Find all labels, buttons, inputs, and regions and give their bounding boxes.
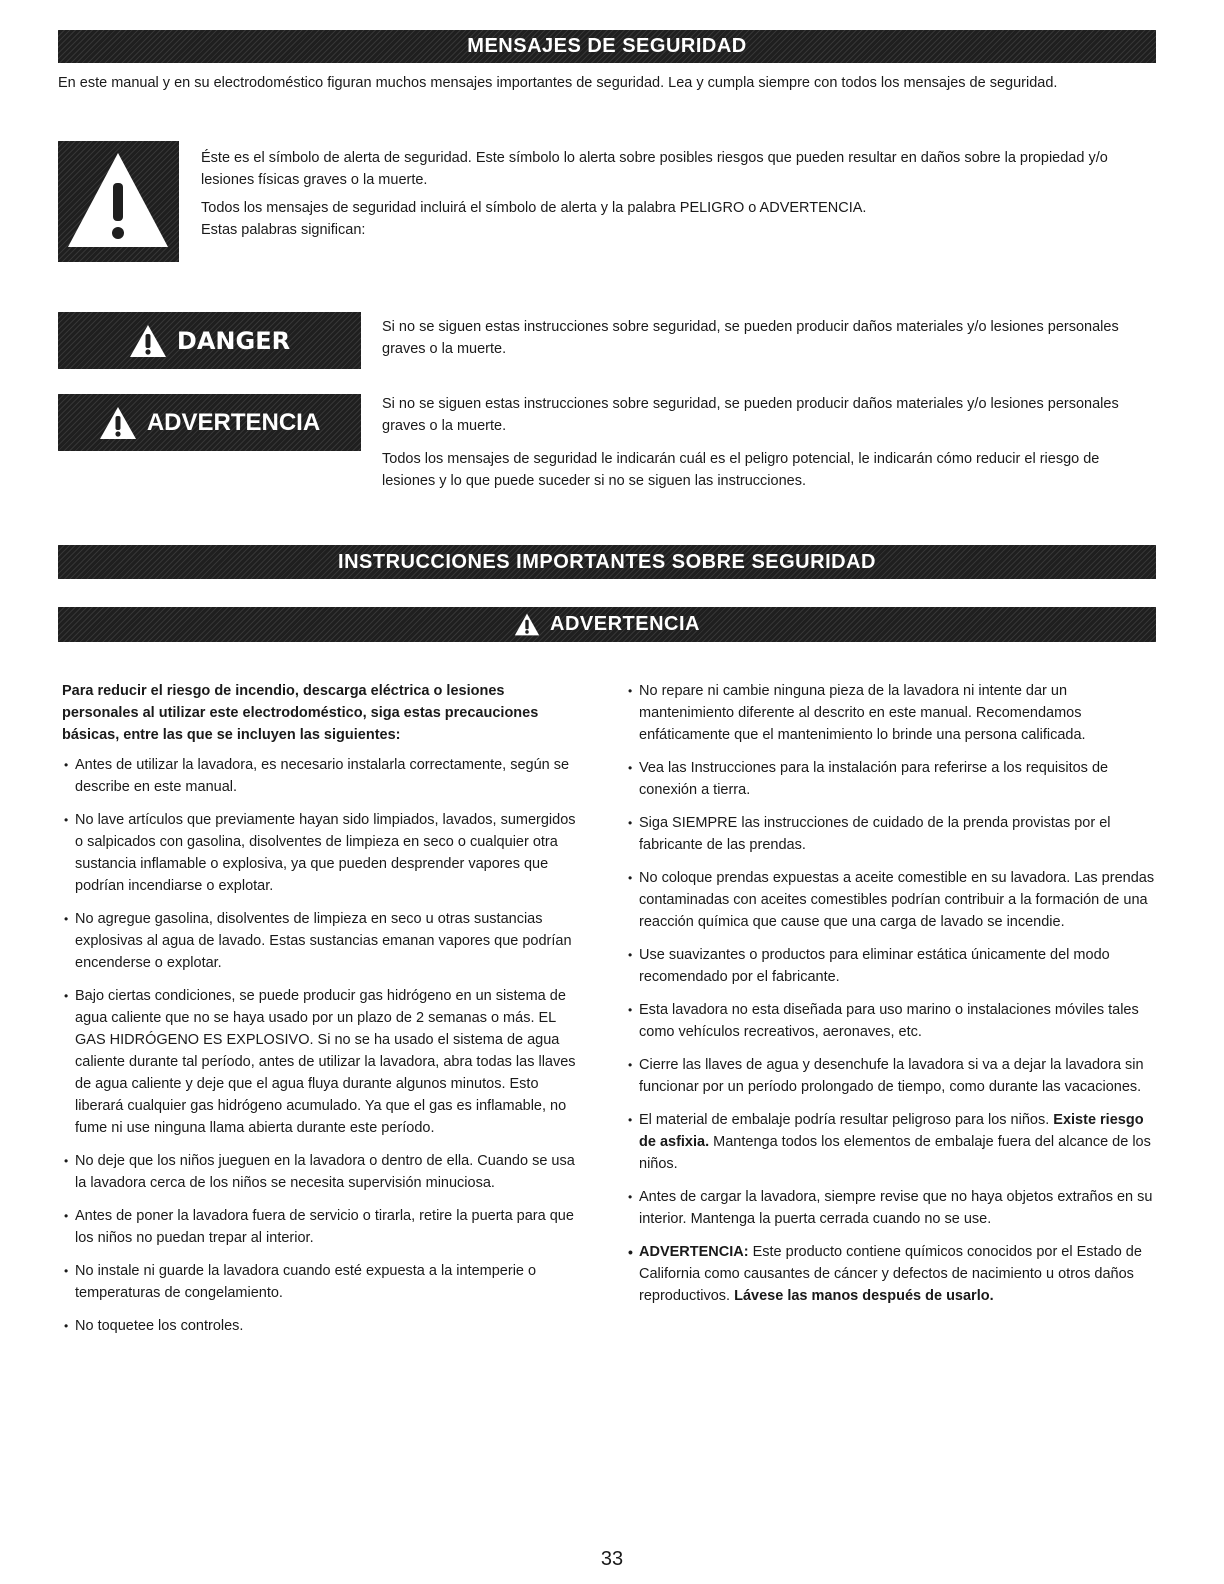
warning-bar-label: ADVERTENCIA	[550, 613, 700, 635]
page-number: 33	[600, 1548, 624, 1570]
warning-triangle-icon	[514, 613, 540, 636]
alert-paragraph-3: Estas palabras significan:	[201, 222, 366, 238]
alert-symbol-description	[201, 147, 1131, 247]
list-item: • Use suavizantes o productos para eliminar estática únicamente del modo recomendado por el fabricante.	[626, 944, 1156, 988]
all-messages-description: Todos los mensajes de seguridad le indicarán cuál es el peligro potencial, le indicarán cómo reducir el riesgo de lesiones y lo que puede suceder si no se siguen las instrucciones.	[382, 451, 1100, 489]
list-item: • No repare ni cambie ninguna pieza de la lavadora ni intente dar un mantenimiento diferente al descrito en este manual. Recomendamos enfáticamente que el mantenimiento lo brinde una persona calificada.	[626, 680, 1156, 746]
alert-paragraph-2: Todos los mensajes de seguridad incluirá el símbolo de alerta y la palabra PELIGRO o ADVERTENCIA.	[201, 200, 867, 216]
warning-bar	[58, 607, 1156, 642]
section-header-mensajes	[58, 30, 1156, 63]
list-item: • Cierre las llaves de agua y desenchufe la lavadora si va a dejar la lavadora sin funcionar por un período prolongado de tiempo, como durante las vacaciones.	[626, 1054, 1156, 1098]
warning-triangle-icon	[129, 324, 167, 358]
section-header-instrucciones	[58, 545, 1156, 579]
warning-triangle-icon	[64, 149, 172, 253]
prop65-warning-item	[626, 1241, 1156, 1307]
lead-text: Para reducir el riesgo de incendio, descarga eléctrica o lesiones personales al utilizar este electrodoméstico, siga estas precauciones básicas, entre las que se incluyen las siguientes:	[62, 683, 539, 743]
warning-description: Si no se siguen estas instrucciones sobre seguridad, se pueden producir daños materiales y/o lesiones personales graves o la muerte.	[382, 396, 1119, 434]
prop65-label: ADVERTENCIA:	[639, 1244, 749, 1260]
list-item: • Antes de cargar la lavadora, siempre revise que no haya objetos extraños en su interior. Mantenga la puerta cerrada cuando no se use.	[626, 1186, 1156, 1230]
list-item: • Antes de utilizar la lavadora, es necesario instalarla correctamente, según se describe en este manual.	[62, 754, 582, 798]
left-column	[62, 680, 582, 1348]
section-title: MENSAJES DE SEGURIDAD	[467, 35, 747, 57]
right-column	[626, 680, 1156, 1318]
list-item: • No toquetee los controles.	[62, 1315, 582, 1337]
warning-triangle-icon	[99, 406, 137, 440]
wash-hands-text: Lávese las manos después de usarlo.	[734, 1288, 994, 1304]
safety-alert-symbol	[58, 141, 179, 262]
alert-paragraph-1: Éste es el símbolo de alerta de seguridad. Este símbolo lo alerta sobre posibles riesgos que pueden resultar en daños sobre la propiedad y/o lesiones físicas graves o la muerte.	[201, 150, 1108, 188]
list-item: • No coloque prendas expuestas a aceite comestible en su lavadora. Las prendas contaminadas con aceites comestibles podrían contribuir a la formación de una reacción química que cause que una carga de lavado se incendie.	[626, 867, 1156, 933]
list-item: • No instale ni guarde la lavadora cuando esté expuesta a la intemperie o temperaturas de congelamiento.	[62, 1260, 582, 1304]
list-item: • No lave artículos que previamente hayan sido limpiados, lavados, sumergidos o salpicados con gasolina, disolventes de limpieza en seco o cualquier otra sustancia inflamable o explosiva, ya que pueden desprender vapores que podrían incendiarse o explotar.	[62, 809, 582, 897]
intro-text: En este manual y en su electrodoméstico figuran muchos mensajes importantes de seguridad. Lea y cumpla siempre con todos los mensajes de seguridad.	[58, 75, 1058, 91]
packaging-warning-item	[626, 1109, 1156, 1175]
section-title: INSTRUCCIONES IMPORTANTES SOBRE SEGURIDAD	[338, 550, 876, 573]
warning-signal-label	[58, 394, 361, 451]
packaging-text: El material de embalaje podría resultar peligroso para los niños.	[639, 1112, 1050, 1128]
suffocation-risk-text: Existe riesgo de asfixia.	[639, 1112, 1144, 1150]
warning-label: ADVERTENCIA	[146, 408, 321, 436]
list-item: • Vea las Instrucciones para la instalación para referirse a los requisitos de conexión a tierra.	[626, 757, 1156, 801]
packaging-text-cont: Mantenga todos los elementos de embalaje fuera del alcance de los niños.	[639, 1134, 1151, 1172]
list-item: • No agregue gasolina, disolventes de limpieza en seco u otras sustancias explosivas al agua de lavado. Estas sustancias emanan vapores que podrían encenderse o explotar.	[62, 908, 582, 974]
danger-description: Si no se siguen estas instrucciones sobre seguridad, se pueden producir daños materiales y/o lesiones personales graves o la muerte.	[382, 319, 1119, 357]
list-item: • Esta lavadora no esta diseñada para uso marino o instalaciones móviles tales como vehículos recreativos, aeronaves, etc.	[626, 999, 1156, 1043]
list-item: • Siga SIEMPRE las instrucciones de cuidado de la prenda provistas por el fabricante de las prendas.	[626, 812, 1156, 856]
list-item: • Bajo ciertas condiciones, se puede producir gas hidrógeno en un sistema de agua caliente que no se haya usado por un plazo de 2 semanas o más. EL GAS HIDRÓGENO ES EXPLOSIVO. Si no se ha usado el sistema de agua caliente durante tal período, antes de utilizar la lavadora, abra todas las llaves de agua caliente y deje que el agua fluya durante algunos minutos. Esto liberará cualquier gas hidrógeno acumulado. Ya que el gas es inflamable, no fume ni use ninguna llama abierta durante este período.	[62, 985, 582, 1139]
list-item: • Antes de poner la lavadora fuera de servicio o tirarla, retire la puerta para que los niños no puedan trepar al interior.	[62, 1205, 582, 1249]
danger-signal-label	[58, 312, 361, 369]
danger-label: DANGER	[176, 326, 291, 355]
prop65-text: Este producto contiene químicos conocidos por el Estado de California como causantes de cáncer y defectos de nacimiento u otros daños reproductivos.	[639, 1244, 1142, 1304]
list-item: • No deje que los niños jueguen en la lavadora o dentro de ella. Cuando se usa la lavadora cerca de los niños se necesita supervisión minuciosa.	[62, 1150, 582, 1194]
